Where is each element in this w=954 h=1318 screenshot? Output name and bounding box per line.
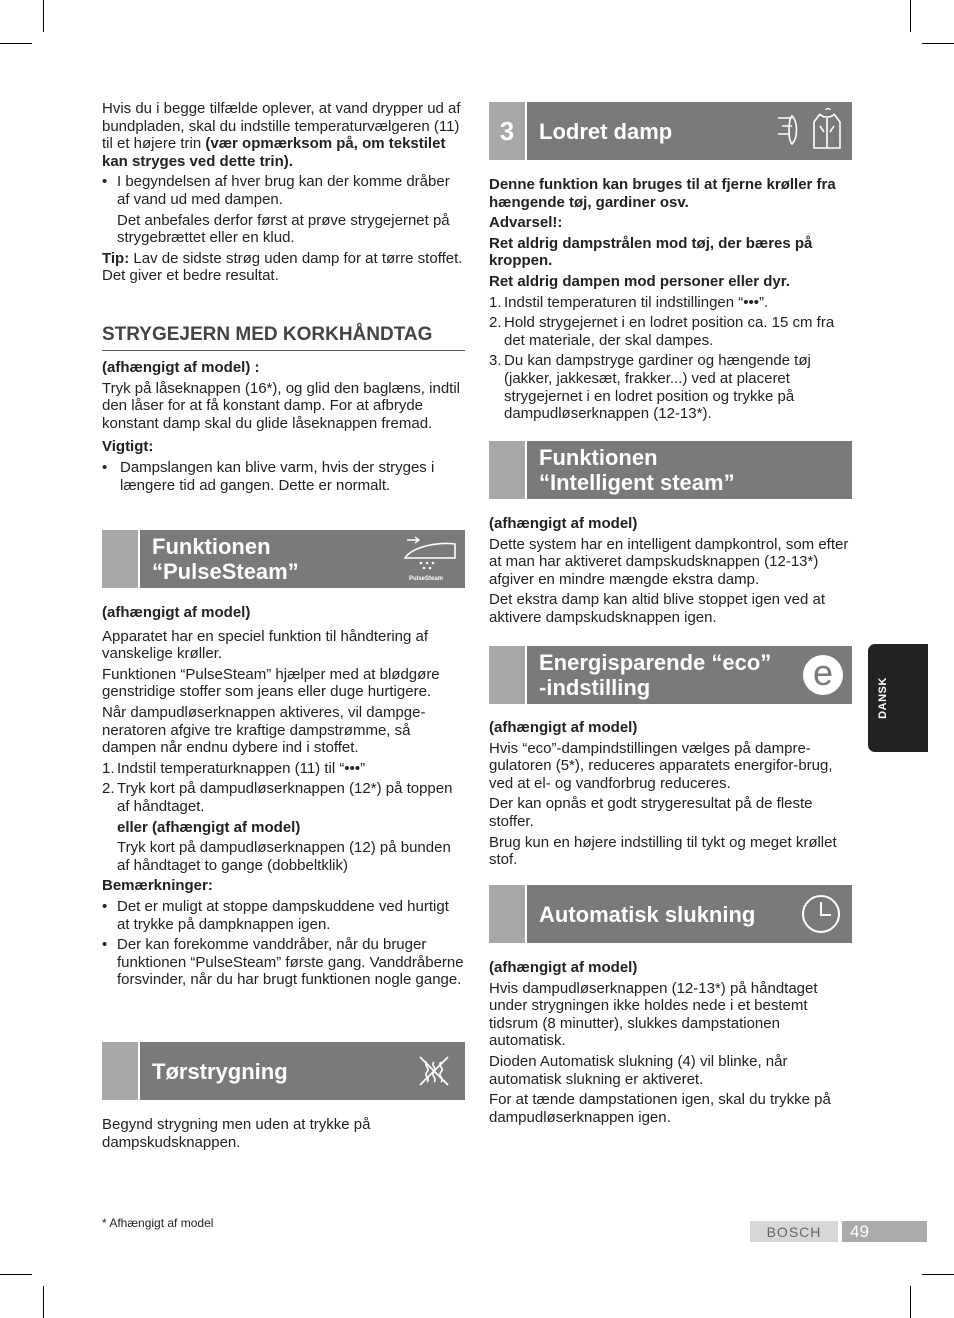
crop-mark <box>910 0 911 32</box>
auto-off-paragraph: For at tænde dampstationen igen, skal du trykke på dampudløserknappen igen. <box>489 1091 831 1126</box>
vertical-steam-step: 2. Hold strygejernet i en lodret position ca. 15 cm fra det materiale, der skal dampes. <box>489 314 835 349</box>
pulsesteam-paragraph: Apparatet har en speciel funktion til håndtering af vanskelige krøller. <box>102 627 429 663</box>
pulsesteam-note: • Der kan forekomme vanddråber, når du bruger funktionen “PulseSteam” første gang. Vanddråberne forsvinder, når du har brugt funktionen nogle gange. <box>102 936 465 989</box>
vertical-steam-banner <box>489 102 852 160</box>
eco-banner <box>489 646 852 704</box>
eco-paragraph: Der kan opnås et godt strygeresultat på de fleste stoffer. <box>489 795 813 830</box>
crop-mark <box>0 1274 32 1275</box>
crop-mark <box>43 1286 44 1318</box>
language-tab: DANSK <box>868 644 928 752</box>
no-steam-icon <box>411 1048 457 1094</box>
clock-icon <box>798 891 844 937</box>
eco-paragraph: Hvis “eco”-dampindstillingen vælges på dampre-gulatoren (5*), reduceres apparatets energifor-brug, ved at el- og vandforbrug reduceres. <box>489 739 833 792</box>
dry-ironing-title: Tørstrygning <box>152 1058 288 1084</box>
vertical-steam-block <box>489 176 854 426</box>
vertical-steam-step: 1. Indstil temperaturen til indstillingen “•••”. <box>489 293 769 311</box>
eco-model-note: (afhængigt af model) <box>489 719 638 736</box>
vertical-steam-info: Denne funktion kan bruges til at fjerne krøller fra hængende tøj, gardiner osv. <box>489 176 836 211</box>
eco-title: Energisparende “eco” -indstilling <box>539 650 772 700</box>
vertical-steam-title: Lodret damp <box>539 118 673 144</box>
cork-handle-heading: STRYGEJERN MED KORKHÅNDTAG <box>102 324 465 351</box>
intro-paragraph: Hvis du i begge tilfælde oplever, at vand drypper ud af bundpladen, skal du indstille temperaturvælgeren (11) til et højere trin (vær opmærksom på, om tekstilet kan stryges ved dette trin). <box>102 100 461 170</box>
footnote: * Afhængigt af model <box>102 1216 214 1230</box>
section-number: 3 <box>499 115 515 146</box>
auto-off-paragraph: Dioden Automatisk slukning (4) vil blinke, når automatisk slukning er aktiveret. <box>489 1052 788 1088</box>
eco-icon: e <box>803 655 843 695</box>
pulsesteam-notes-label: Bemærkninger: <box>102 877 213 895</box>
vertical-steam-icon <box>768 108 848 154</box>
auto-off-paragraph: Hvis dampudløserknappen (12-13*) på håndtaget under strygningen ikke holdes nede i et bestemt tidsrum (8 minutter), slukkes dampstationen automatisk. <box>489 979 818 1050</box>
dry-ironing-block <box>102 1116 465 1154</box>
eco-paragraph: Brug kun en højere indstilling til tykt og meget krøllet stof. <box>489 833 837 869</box>
pulsesteam-banner <box>102 530 465 588</box>
dry-ironing-paragraph: Begynd strygning men uden at trykke på dampskudsknappen. <box>102 1116 371 1151</box>
intro-block <box>102 100 465 288</box>
dry-ironing-banner <box>102 1042 465 1100</box>
eco-block <box>489 719 854 872</box>
intro-bullet: • I begyndelsen af hver brug kan der komme dråber af vand ud med dampen. <box>102 173 465 208</box>
pulsesteam-icon <box>399 536 459 582</box>
pulsesteam-block <box>102 604 465 992</box>
pulsesteam-paragraph: Når dampudløserknappen aktiveres, vil dampge-neratoren afgive tre kraftige dampstrømme, så dampen når endnu dybere ind i stoffet. <box>102 703 426 757</box>
auto-off-title: Automatisk slukning <box>539 901 756 927</box>
cork-important-label: Vigtigt: <box>102 438 154 456</box>
cork-bullet: • Dampslangen kan blive varm, hvis der stryges i længere tid ad gangen. Dette er normalt. <box>102 459 467 494</box>
brand-label: BOSCH <box>750 1221 838 1242</box>
warning-label: Advarsel!: <box>489 214 563 232</box>
intelligent-steam-banner <box>489 441 852 499</box>
intelligent-steam-model-note: (afhængigt af model) <box>489 515 638 532</box>
pulsesteam-note: • Det er muligt at stoppe dampskuddene ved hurtigt at trykke på dampknappen igen. <box>102 898 465 933</box>
cork-block <box>102 359 467 497</box>
vertical-steam-step: 3. Du kan dampstryge gardiner og hængende tøj (jakker, jakkesæt, frakker...) ved at placeret strygejernet i en lodret position og trykke på dampudløserknappen (12-13*). <box>489 352 811 423</box>
auto-off-block <box>489 959 854 1129</box>
intelligent-steam-paragraph: Det ekstra damp kan altid blive stoppet igen ved at aktivere dampskudsknappen igen. <box>489 591 826 626</box>
page-number: 49 <box>842 1221 927 1242</box>
warning-text: Ret aldrig dampstrålen mod tøj, der bæres på kroppen. <box>489 234 813 270</box>
cork-paragraph: Tryk på låseknappen (16*), og glid den baglæns, indtil den låser for at få konstant damp. For at afbryde konstant damp skal du glide låseknappen fremad. <box>102 379 460 432</box>
crop-mark <box>910 1286 911 1318</box>
intelligent-steam-block <box>489 515 852 630</box>
crop-mark <box>43 0 44 32</box>
pulsesteam-model-note: (afhængigt af model) <box>102 604 251 621</box>
intelligent-steam-title: Funktionen “Intelligent steam” <box>539 445 735 495</box>
pulsesteam-step: 2. Tryk kort på dampudløserknappen (12*) på toppen af håndtaget. <box>102 780 453 815</box>
crop-mark <box>0 43 32 44</box>
intro-bullet-continued: Det anbefales derfor først at prøve strygejernet på strygebrættet eller en klud. <box>117 211 450 247</box>
auto-off-model-note: (afhængigt af model) <box>489 959 638 976</box>
warning-text: Ret aldrig dampen mod personer eller dyr. <box>489 272 790 290</box>
pulsesteam-or-label: eller (afhængigt af model) <box>117 818 301 836</box>
pulsesteam-paragraph: Funktionen “PulseSteam” hjælper med at blødgøre genstridige stoffer som jeans eller duge hurtigere. <box>102 665 440 701</box>
cork-model-note: (afhængigt af model) : <box>102 359 260 376</box>
intelligent-steam-paragraph: Dette system har en intelligent dampkontrol, som efter at man har aktiveret dampskudsknappen (12-13*) afgiver en mindre mængde ekstra damp. <box>489 535 849 588</box>
pulsesteam-step-alt: Tryk kort på dampudløserknappen (12) på bunden af håndtaget to gange (dobbeltklik) <box>117 839 451 874</box>
pulsesteam-step: 1. Indstil temperaturknappen (11) til “•••” <box>102 759 366 777</box>
pulsesteam-title: Funktionen “PulseSteam” <box>152 534 299 584</box>
svg-text:PulseSteam: PulseSteam <box>409 576 444 582</box>
crop-mark <box>922 1274 954 1275</box>
crop-mark <box>922 43 954 44</box>
auto-off-banner <box>489 885 852 943</box>
tip-paragraph: Tip: Lav de sidste strøg uden damp for at tørre stoffet. Det giver et bedre resultat. <box>102 249 463 285</box>
